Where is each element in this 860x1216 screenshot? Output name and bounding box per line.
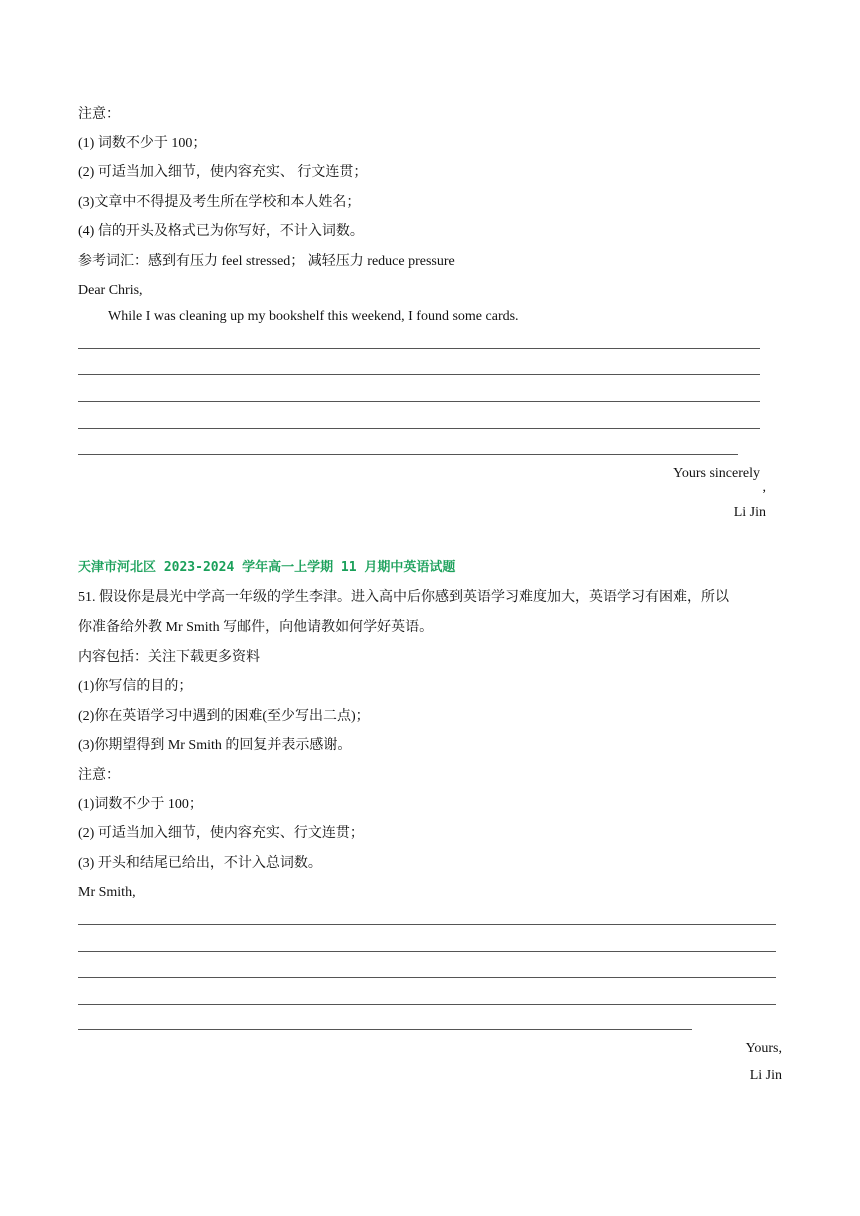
writing-line [78, 401, 760, 402]
notes-title: 注意： [78, 768, 120, 783]
note-item: (1)词数不少于 100； [78, 797, 203, 812]
letter-salutation: Dear Chris, [78, 283, 143, 298]
prompt-text: 你准备给外教 Mr Smith 写邮件，向他请教如何学好英语。 [78, 620, 434, 635]
section-heading: 天津市河北区 2023-2024 学年高一上学期 11 月期中英语试题 [78, 560, 456, 575]
content-item: (2)你在英语学习中遇到的困难(至少写出二点)； [78, 709, 370, 724]
note-item: (2) 可适当加入细节，使内容充实、 行文连贯； [78, 165, 368, 180]
note-item: (2) 可适当加入细节，使内容充实、行文连贯； [78, 826, 364, 841]
writing-line [78, 1004, 776, 1005]
letter-salutation: Mr Smith, [78, 885, 136, 900]
vocabulary-hint: 参考词汇：感到有压力 feel stressed； 减轻压力 reduce pressure [78, 254, 455, 269]
content-label: 内容包括：关注下载更多资料 [78, 650, 260, 665]
writing-line [78, 924, 776, 925]
letter-signature: Li Jin [733, 505, 766, 520]
letter-closing: Yours sincerely [673, 466, 760, 481]
notes-title: 注意： [78, 107, 120, 122]
note-item: (1) 词数不少于 100； [78, 136, 207, 151]
letter-opening-sentence: While I was cleaning up my bookshelf this weekend, I found some cards. [108, 309, 519, 324]
note-item: (3)文章中不得提及考生所在学校和本人姓名； [78, 195, 361, 210]
letter-closing-comma: , [762, 480, 766, 495]
writing-line [78, 977, 776, 978]
content-item: (3)你期望得到 Mr Smith 的回复并表示感谢。 [78, 738, 352, 753]
note-item: (3) 开头和结尾已给出，不计入总词数。 [78, 856, 322, 871]
writing-line [78, 454, 738, 455]
letter-closing: Yours, [745, 1041, 782, 1056]
writing-line [78, 374, 760, 375]
writing-line [78, 1029, 692, 1030]
writing-line [78, 428, 760, 429]
note-item: (4) 信的开头及格式已为你写好，不计入词数。 [78, 224, 364, 239]
content-item: (1)你写信的目的； [78, 679, 193, 694]
writing-line [78, 951, 776, 952]
prompt-text: 51. 假设你是晨光中学高一年级的学生李津。进入高中后你感到英语学习难度加大，英语学习有困难，所以 [78, 590, 729, 605]
writing-line [78, 348, 760, 349]
letter-signature: Li Jin [749, 1068, 782, 1083]
